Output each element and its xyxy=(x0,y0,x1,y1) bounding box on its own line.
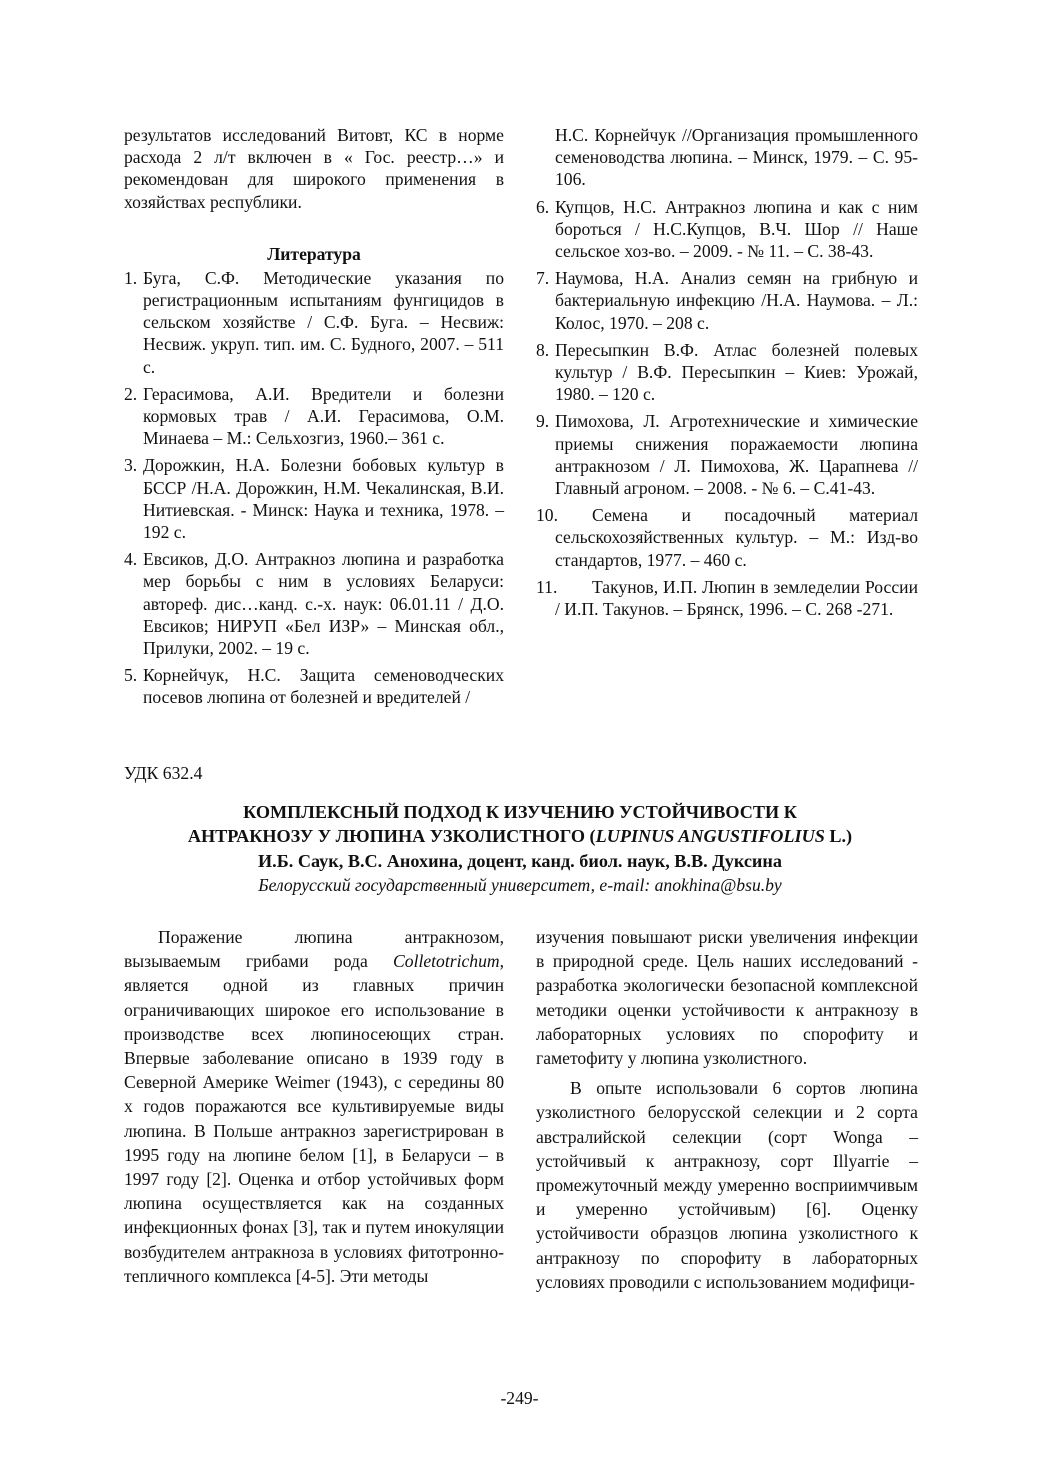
genus-name: Colletotrichum xyxy=(393,951,500,972)
reference-item: 10. Семена и посадочный материал сельскохозяйственных культур. – М.: Изд-во стандартов, 1977. – 460 с. xyxy=(536,505,918,570)
previous-article-left-column xyxy=(124,124,504,714)
body-paragraph: Поражение люпина антракнозом, вызываемым грибами рода Colletotrichum, является одной из главных причин ограничивающих широкое его использование в производстве всех люпиносеющих стран. Впервые заболевание описано в 1939 году в Северной Америке Weimer (1943), с середины 80 х годов поражаются все культивируемые виды люпина. В Польше антракноз зарегистрирован в 1995 году на люпине белом [1], в Беларуси – в 1997 году [2]. Оценка и отбор устойчивых форм люпина осуществляется как на созданных инфекционных фонах [3], так и путем инокуляции возбудителем антракноза в условиях фитотронно-тепличного комплекса [4-5]. Эти методы xyxy=(124,927,504,1286)
previous-article-right-column xyxy=(536,124,918,625)
body-paragraph: В опыте использовали 6 сортов люпина узколистного белорусской селекции и 2 сорта австралийской селекции (сорт Wonga – устойчивый к антракнозу, сорт Illyarrie – промежуточный между умеренно восприимчивым и умеренно устойчивым) [6]. Оценку устойчивости образцов люпина узколистного к антракнозу по спорофиту в лабораторных условиях проводили с использованием модифици- xyxy=(536,1078,918,1292)
reference-item: 8. Пересыпкин В.Ф. Атлас болезней полевых культур / В.Ф. Пересыпкин – Киев: Урожай, 1980. – 120 с. xyxy=(536,339,918,405)
reference-item: 2. Герасимова, А.И. Вредители и болезни кормовых трав / А.И. Герасимова, О.М. Минаева – М.: Сельхозгиз, 1960.– 361 с. xyxy=(124,383,504,449)
reference-item: 3. Дорожкин, Н.А. Болезни бобовых культур в БССР /Н.А. Дорожкин, Н.М. Чекалинская, В.И. Нитиевская. - Минск: Наука и техника, 1978. – 192 с. xyxy=(124,455,504,543)
reference-list-left xyxy=(124,267,504,709)
article-body-right-column xyxy=(536,925,918,1294)
latin-species-name: LUPINUS ANGUSTIFOLIUS xyxy=(595,826,825,846)
body-paragraph: изучения повышают риски увеличения инфекции в природной среде. Цель наших исследований - разработка экологически безопасной комплексной методики оценки устойчивости к антракнозу в лабораторных условиях по спорофиту и гаметофиту у люпина узколистного. xyxy=(536,927,918,1069)
article-affiliation: Белорусский государственный университет, e-mail: anokhina@bsu.by xyxy=(258,875,782,895)
literature-heading: Литература xyxy=(267,243,361,264)
reference-item: 4. Евсиков, Д.О. Антракноз люпина и разработка мер борьбы с ним в условиях Беларуси: автореф. дис…канд. с.-х. наук: 06.01.11 / Д.О. Евсиков; НИРУП «Бел ИЗР» – Минская обл., Прилуки, 2002. – 19 с. xyxy=(124,549,504,659)
reference-item: 5. Корнейчук, Н.С. Защита семеноводческих посевов люпина от болезней и вредителей / xyxy=(124,665,504,708)
article-body-left-column xyxy=(124,925,504,1288)
previous-article-conclusion: результатов исследований Витовт, КС в норме расхода 2 л/т включен в « Гос. реестр…» и рекомендован для широкого применения в хозяйствах республики. xyxy=(124,125,504,212)
article-title: КОМПЛЕКСНЫЙ ПОДХОД К ИЗУЧЕНИЮ УСТОЙЧИВОСТИ К АНТРАКНОЗУ У ЛЮПИНА УЗКОЛИСТНОГО (LUPINUS ANGUSTIFOLIUS L.) xyxy=(187,802,853,846)
article-header xyxy=(100,800,940,897)
page-number: -249- xyxy=(500,1388,539,1408)
reference-list-right xyxy=(536,196,918,621)
reference-item: 1. Буга, С.Ф. Методические указания по регистрационным испытаниям фунгицидов в сельском хозяйстве / С.Ф. Буга. – Несвиж: Несвиж. укруп. тип. им. С. Будного, 2007. – 511 с. xyxy=(124,267,504,377)
reference-item: 6. Купцов, Н.С. Антракноз люпина и как с ним бороться / Н.С.Купцов, В.Ч. Шор // Наше сельское хоз-во. – 2009. - № 11. – С. 38-43. xyxy=(536,196,918,262)
reference-item: 7. Наумова, Н.А. Анализ семян на грибную и бактериальную инфекцию /Н.А. Наумова. – Л.: Колос, 1970. – 208 с. xyxy=(536,268,918,333)
article-authors: И.Б. Саук, В.С. Анохина, доцент, канд. биол. наук, В.В. Дуксина xyxy=(258,851,782,871)
reference-item-continued: Н.С. Корнейчук //Организация промышленного семеноводства люпина. – Минск, 1979. – С. 95-106. xyxy=(555,125,918,190)
udk-code: УДК 632.4 xyxy=(124,763,203,783)
reference-item: 9. Пимохова, Л. Агротехнические и химические приемы снижения поражаемости люпина антракнозом / Л. Пимохова, Ж. Царапнева // Главный агроном. – 2008. - № 6. – С.41-43. xyxy=(536,411,918,499)
reference-item: 11. Такунов, И.П. Люпин в земледелии России / И.П. Такунов. – Брянск, 1996. – С. 268 -271. xyxy=(536,576,918,620)
